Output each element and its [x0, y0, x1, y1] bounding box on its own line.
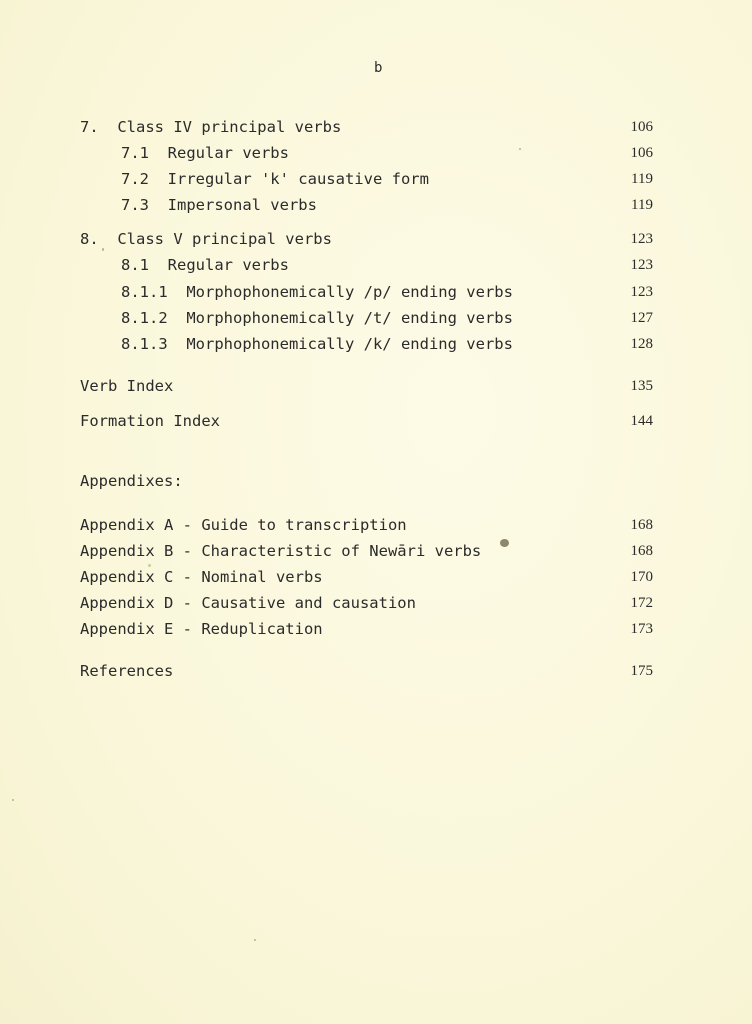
toc-entry-8	[0, 229, 752, 249]
paper-speck	[519, 148, 521, 150]
page-marker: b	[374, 60, 383, 76]
toc-entry-8-1	[0, 255, 752, 275]
appendix-label: Appendix A - Guide to transcription	[80, 516, 407, 534]
appendix-b	[0, 541, 752, 561]
appendix-d	[0, 593, 752, 613]
toc-entry-8-1-2	[0, 308, 752, 328]
appendix-label: Appendix D - Causative and causation	[80, 594, 416, 612]
toc-entry-page: 128	[630, 336, 653, 352]
paper-speck	[12, 799, 14, 801]
appendixes-heading: Appendixes:	[80, 472, 183, 490]
appendix-page: 168	[630, 543, 653, 559]
toc-entry-label: 8.1.1 Morphophonemically /p/ ending verbs	[121, 283, 513, 301]
toc-entry-8-1-1	[0, 282, 752, 302]
toc-entry-page: 119	[631, 197, 653, 213]
toc-entry-label: 7.3 Impersonal verbs	[121, 196, 317, 214]
toc-entry-7-1	[0, 143, 752, 163]
toc-entry-page: 106	[630, 119, 653, 135]
toc-entry-page: 123	[630, 257, 653, 273]
appendix-page: 173	[630, 621, 653, 637]
appendix-a	[0, 515, 752, 535]
toc-entry-label: Verb Index	[80, 377, 174, 395]
toc-entry-label: Formation Index	[80, 412, 220, 430]
toc-entry-7-3	[0, 195, 752, 215]
toc-entry-verb-index	[0, 376, 752, 396]
references-label: References	[80, 662, 174, 680]
toc-entry-label: 7. Class IV principal verbs	[80, 118, 342, 136]
appendix-label: Appendix C - Nominal verbs	[80, 568, 323, 586]
references-entry	[0, 661, 752, 681]
toc-entry-page: 106	[630, 145, 653, 161]
appendix-page: 170	[630, 569, 653, 585]
paper-speck	[500, 539, 509, 547]
toc-entry-page: 119	[631, 171, 653, 187]
paper-speck	[102, 248, 104, 251]
paper-speck	[148, 564, 151, 567]
toc-entry-7	[0, 117, 752, 137]
toc-entry-page: 144	[630, 413, 653, 429]
appendix-label: Appendix B - Characteristic of Newāri verbs	[80, 542, 482, 560]
toc-entry-page: 135	[630, 378, 653, 394]
appendix-c	[0, 567, 752, 587]
paper-speck	[254, 939, 256, 941]
toc-entry-page: 123	[630, 284, 653, 300]
toc-entry-label: 8.1 Regular verbs	[121, 256, 289, 274]
toc-entry-page: 123	[630, 231, 653, 247]
toc-entry-label: 7.1 Regular verbs	[121, 144, 289, 162]
toc-entry-7-2	[0, 169, 752, 189]
toc-entry-8-1-3	[0, 334, 752, 354]
toc-entry-label: 8. Class V principal verbs	[80, 230, 332, 248]
toc-entry-formation-index	[0, 411, 752, 431]
toc-entry-label: 7.2 Irregular 'k' causative form	[121, 170, 429, 188]
toc-entry-page: 127	[630, 310, 653, 326]
references-page: 175	[630, 663, 653, 679]
toc-entry-label: 8.1.2 Morphophonemically /t/ ending verbs	[121, 309, 513, 327]
appendix-e	[0, 619, 752, 639]
toc-entry-label: 8.1.3 Morphophonemically /k/ ending verbs	[121, 335, 513, 353]
appendix-page: 172	[630, 595, 653, 611]
appendix-label: Appendix E - Reduplication	[80, 620, 323, 638]
appendix-page: 168	[630, 517, 653, 533]
